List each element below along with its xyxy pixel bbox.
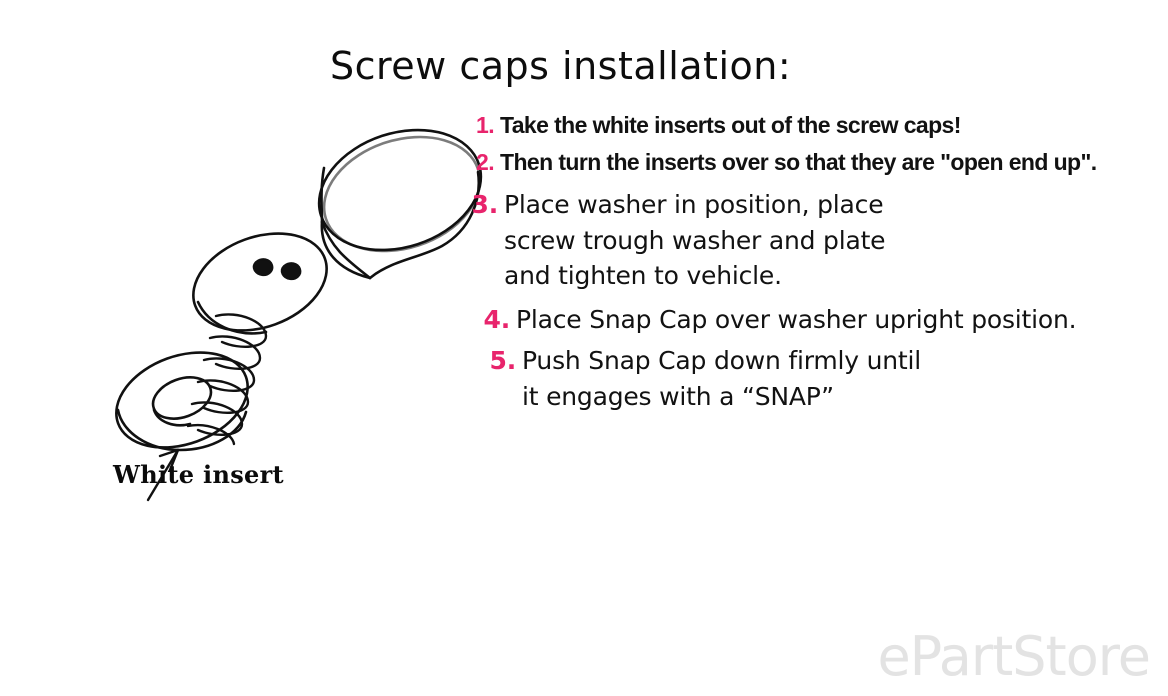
instruction-step-1 [468,108,1158,143]
step-line: it engages with a “SNAP” [522,381,834,411]
step-line: screw trough washer and plate [504,225,886,255]
step-line: Then turn the inserts over so that they are "open end up". [500,148,1097,175]
instructions-list [468,108,1158,416]
step-line: Place Snap Cap over washer upright position. [516,304,1077,334]
step-line: Take the white inserts out of the screw caps! [500,112,961,138]
instruction-step-5 [486,343,1158,414]
washer-shape [103,335,261,464]
step-text [504,187,885,294]
white-insert-caption: White insert [113,460,284,489]
step-number: 1. [476,112,494,138]
instruction-step-2 [468,145,1158,180]
step-text [500,145,1097,180]
step-line: Place washer in position, place [504,190,884,219]
step-line: Push Snap Cap down firmly until [522,346,921,375]
step-text [516,302,1076,338]
step-text [500,108,961,143]
instruction-step-4 [480,302,1158,338]
step-line: and tighten to vehicle. [504,261,782,290]
step-number: 3. [471,190,498,219]
watermark-logo: ePartStore [877,625,1150,688]
step-number: 4. [483,304,510,334]
page-title: Screw caps installation: [330,44,792,88]
step-text [522,343,921,414]
screw-head-shape [180,216,340,348]
instruction-step-3 [468,187,1158,294]
snap-cap-shape [303,110,490,278]
step-number: 2. [476,148,494,175]
step-number: 5. [489,346,516,375]
